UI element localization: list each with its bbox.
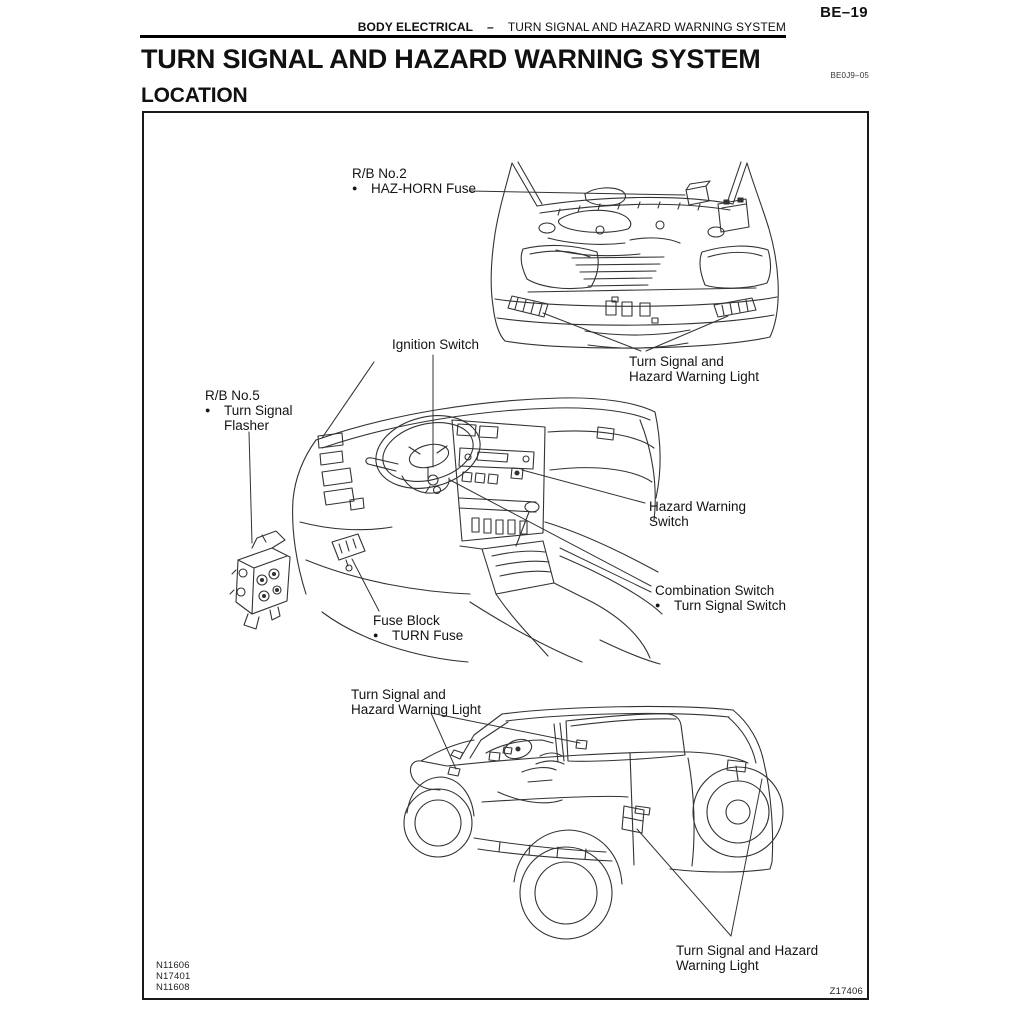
bullet-icon: ●: [352, 183, 358, 193]
rear-car-drawing: [404, 707, 783, 939]
header-rule: [140, 35, 786, 38]
location-heading: LOCATION: [141, 84, 248, 107]
label-ignition-switch: Ignition Switch: [392, 337, 480, 352]
leader-rear-right-light-1: [637, 829, 731, 936]
bullet-icon: ●: [655, 600, 661, 610]
figure-code: Z17406: [829, 986, 863, 997]
front-car-drawing: [491, 162, 778, 348]
running-header-chapter: TURN SIGNAL AND HAZARD WARNING SYSTEM: [507, 20, 786, 34]
label-fuse-block: Fuse Block ● TURN Fuse: [373, 613, 464, 643]
leader-fuse-block: [352, 559, 379, 611]
ref-number: N11608: [156, 982, 190, 993]
ref-number: N11606: [156, 960, 190, 971]
leader-rear-left-light-2: [431, 713, 580, 743]
running-header: [358, 20, 786, 34]
flasher-relay-drawing: [230, 531, 290, 629]
running-header-separator: –: [487, 20, 494, 34]
label-combination-switch: Combination Switch ● Turn Signal Switch: [655, 583, 787, 613]
label-rb-no5: R/B No.5 ● Turn Signal Flasher: [205, 388, 293, 433]
leader-lines: [249, 191, 762, 936]
running-header-section: BODY ELECTRICAL: [357, 20, 474, 34]
figure-line-art: [144, 113, 867, 998]
bullet-icon: ●: [373, 630, 379, 640]
leader-turn-signal-flasher: [249, 432, 252, 543]
leader-combination-switch-2: [560, 548, 651, 592]
leader-haz-horn-fuse: [469, 191, 685, 195]
page-number: BE–19: [820, 4, 868, 21]
dashboard-drawing: [293, 362, 662, 664]
leader-rear-left-light-1: [431, 713, 456, 769]
page-title: TURN SIGNAL AND HAZARD WARNING SYSTEM: [141, 44, 761, 74]
label-front-turn-signal-light: Turn Signal and Hazard Warning Light: [629, 354, 760, 384]
label-rear-right-turn-signal-light: Turn Signal and Hazard Warning Light: [676, 943, 819, 973]
label-rear-left-turn-signal-light: Turn Signal and Hazard Warning Light: [351, 687, 482, 717]
label-hazard-warning-switch: Hazard Warning Switch: [649, 499, 747, 529]
leader-rear-right-light-2: [731, 779, 762, 936]
leader-hazard-switch: [522, 470, 645, 503]
label-rb-no2: R/B No.2 ● HAZ-HORN Fuse: [352, 166, 477, 196]
section-code: BE0J9–05: [830, 71, 869, 80]
location-figure: [142, 111, 869, 1000]
ref-number: N17401: [156, 971, 191, 982]
bullet-icon: ●: [205, 405, 211, 415]
reference-numbers: [156, 960, 190, 993]
